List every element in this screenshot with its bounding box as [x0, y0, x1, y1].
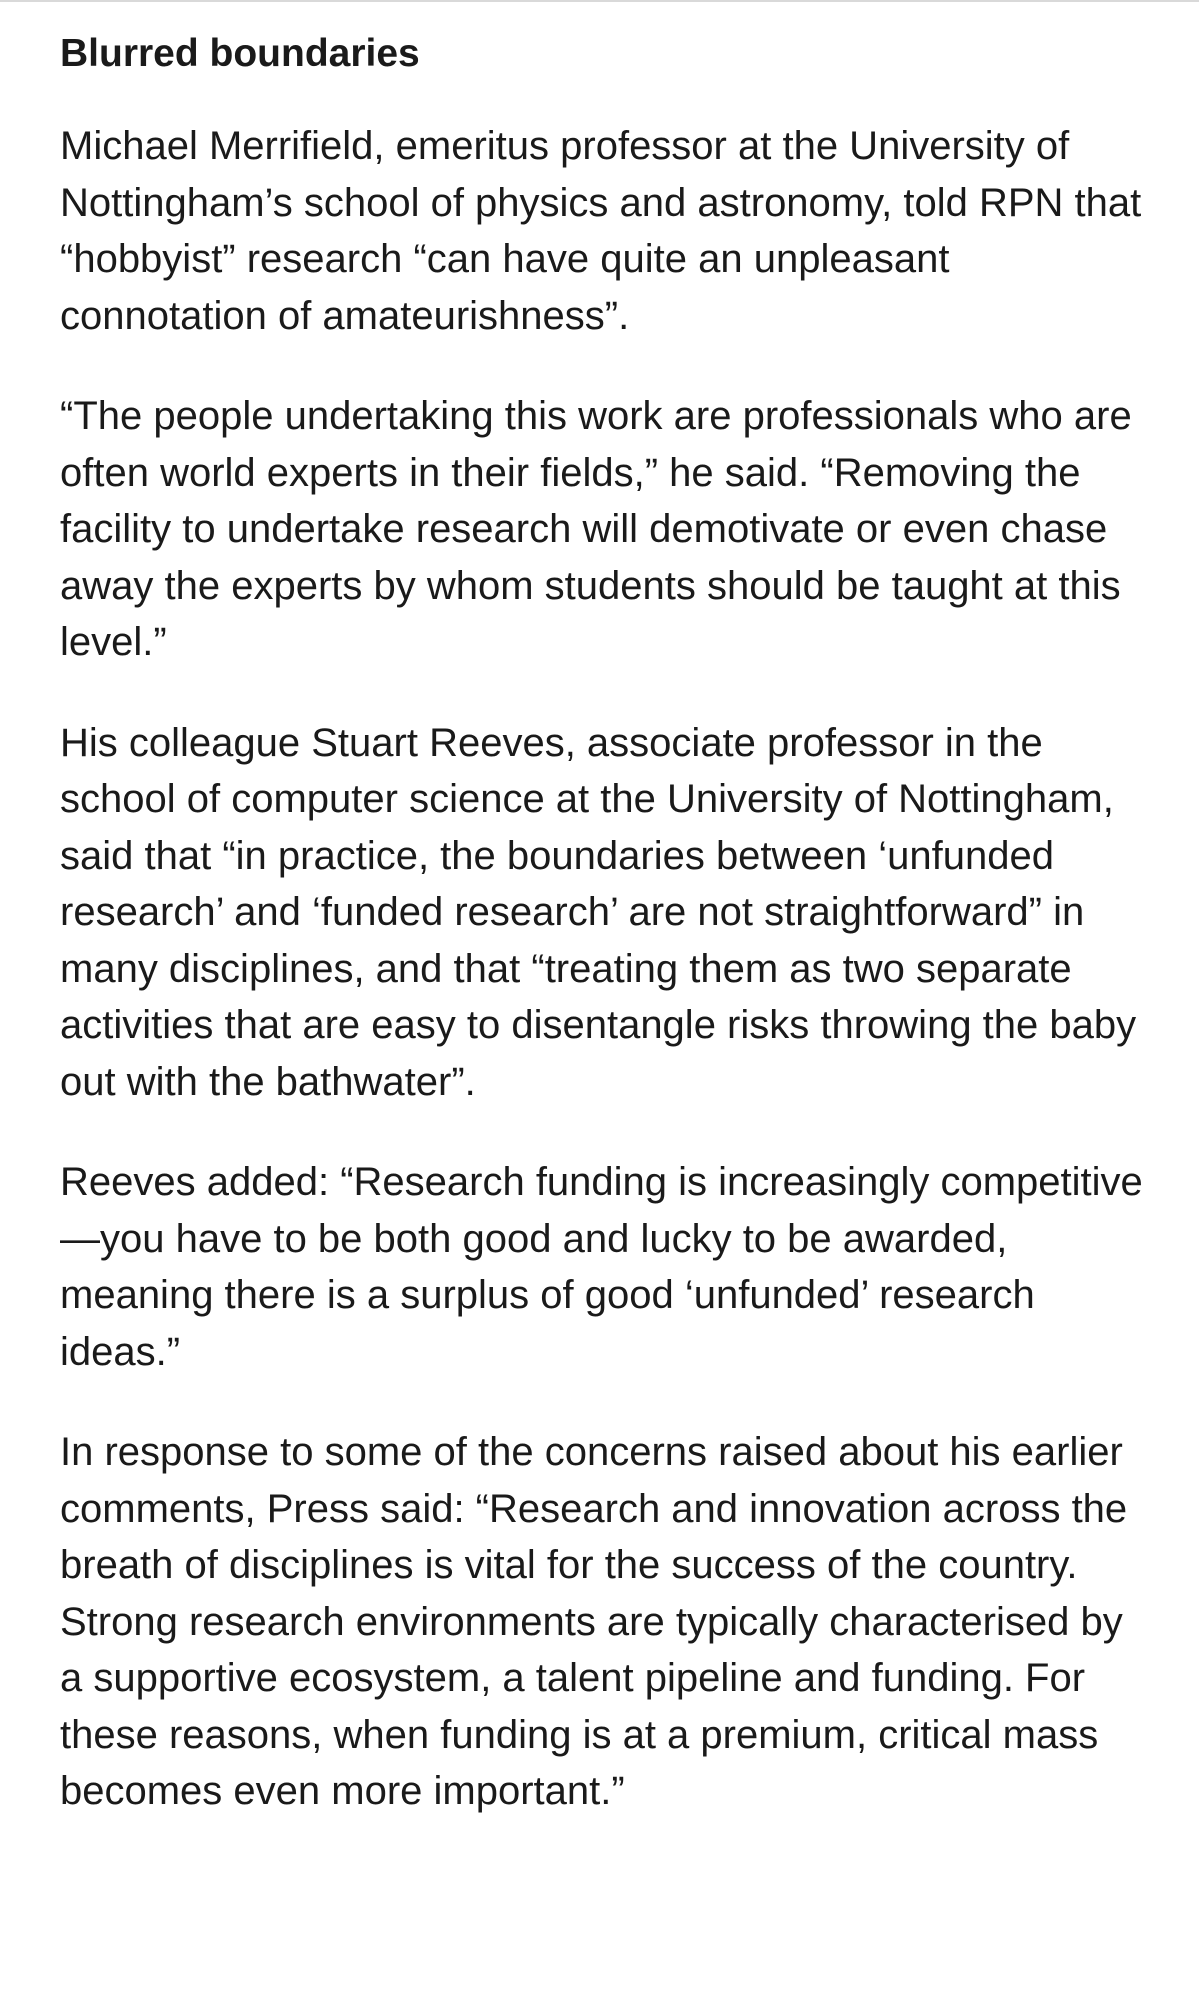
paragraph-reeves: His colleague Stuart Reeves, associate professor in the school of computer science at the University of Nottingham, said that “in practice, the boundaries between ‘unfunded research’ and ‘funded research’ are not straightforward” in many disciplines, and that “treating them as two separate activities that are easy to disentangle risks throwing the baby out with the bathwater”.: [60, 720, 1137, 1104]
article-body: [60, 30, 1150, 1864]
paragraph-reeves-quote: Reeves added: “Research funding is increasingly competitive—you have to be both good and lucky to be awarded, meaning there is a surplus of good ‘unfunded’ research ideas.”: [60, 1160, 1143, 1374]
paragraph-merrifield: Michael Merrifield, emeritus professor at the University of Nottingham’s school of physics and astronomy, told RPN that “hobbyist” research “can have quite an unpleasant connotation of amateurishness”.: [60, 124, 1142, 338]
top-divider: [0, 0, 1199, 2]
section-heading: Blurred boundaries: [60, 32, 420, 75]
paragraph-merrifield-quote: “The people undertaking this work are professionals who are often world experts in their fields,” he said. “Removing the facility to undertake research will demotivate or even chase away the experts by whom students should be taught at this level.”: [60, 394, 1132, 664]
paragraph-press-response: In response to some of the concerns raised about his earlier comments, Press said: “Research and innovation across the breath of disciplines is vital for the success of the country. Strong research environments are typically characterised by a supportive ecosystem, a talent pipeline and funding. For these reasons, when funding is at a premium, critical mass becomes even more important.”: [60, 1430, 1128, 1813]
